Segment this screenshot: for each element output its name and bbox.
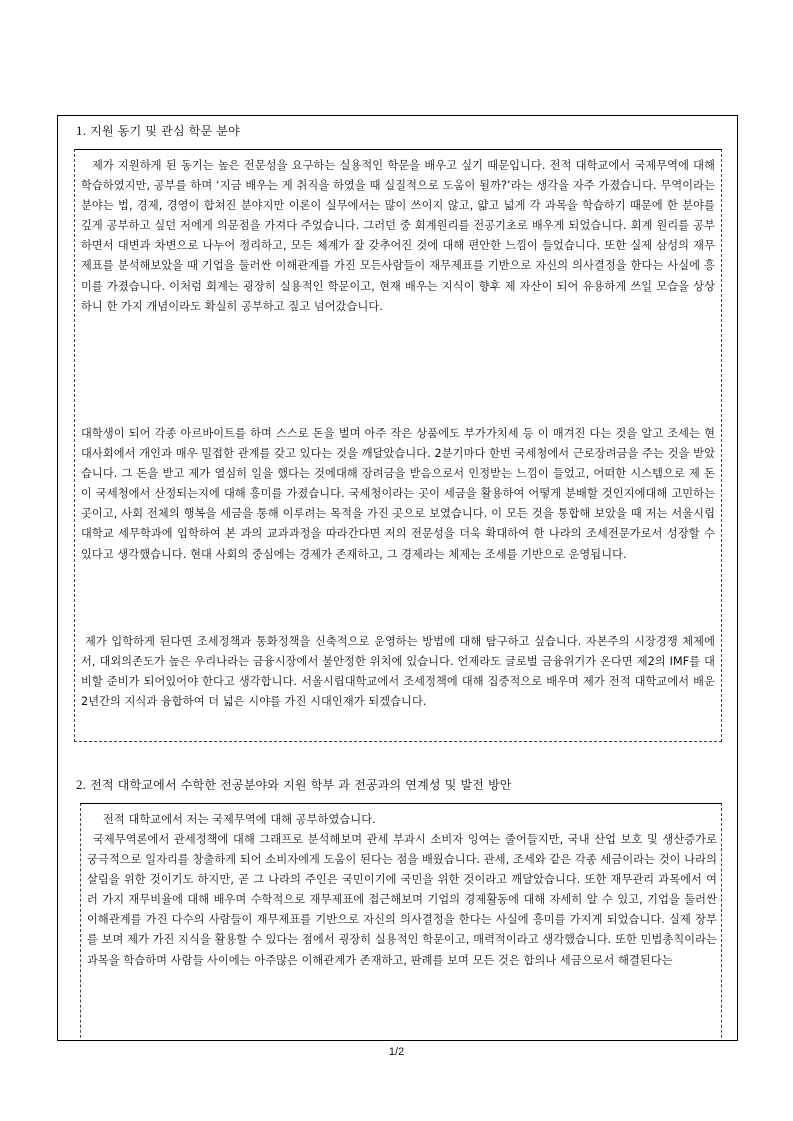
section-1-title bbox=[76, 122, 240, 139]
section-1-paragraph-1: 제가 지원하게 된 동기는 높은 전문성을 요구하는 실용적인 학문을 배우고 싶기 때문입니다. 전적 대학교에서 국제무역에 대해 학습하였지만, 공부를 하며 ‘지금 배우는 게 취직을 하였을 때 실질적으로 도움이 될까?’라는 생각을 자주 가졌습니다. 무역이라는 분야는 법, 경제, 경영이 합쳐진 분야지만 이론이 실무에서는 많이 쓰이지 않고, 얇고 넓게 각 과목을 학습하기 때문에 한 분야를 깊게 공부하고 싶던 저에게 의문점을 가져다 주었습니다. 그러던 중 회계원리를 전공기초로 배우게 되었습니다. 회계 원리를 공부하면서 대변과 차변으로 나누어 정리하고, 모든 체계가 잘 갖추어진 것에 대해 편안한 느낌이 들었습니다. 또한 실제 삼성의 재무제표를 분석해보았을 때 기업을 둘러싼 이해관계를 가진 모든사람들이 재무제표를 기반으로 자신의 의사결정을 한다는 사실에 흥미를 가졌습니다. 이처럼 회계는 굉장히 실용적인 학문이고, 현재 배우는 지식이 향후 제 자산이 되어 유용하게 쓰일 모습을 상상하니 한 가지 개념이라도 확실히 공부하고 짚고 넘어갔습니다. bbox=[81, 159, 715, 313]
section-2-title-text: 전적 대학교에서 수학한 전공분야와 지원 학부 과 전공과의 연계성 및 발전 방안 bbox=[90, 778, 512, 792]
section-2-paragraph-1: 전적 대학교에서 저는 국제무역에 대해 공부하였습니다. bbox=[103, 813, 376, 826]
section-1-paragraph-3: 제가 입학하게 된다면 조세정책과 통화정책을 신축적으로 운영하는 방법에 대해 탐구하고 싶습니다. 자본주의 시장경쟁 체제에서, 대외의존도가 높은 우리나라는 금융시장에서 불안정한 위치에 있습니다. 언제라도 글로벌 금융위기가 온다면 제2의 IMF를 대비할 준비가 되어있어야 한다고 생각합니다. 서울시립대학교에서 조세정책에 대해 집중적으로 배우며 제가 전적 대학교에서 배운 2년간의 지식과 융합하여 더 넓은 시야를 가진 시대인재가 되겠습니다. bbox=[81, 635, 715, 709]
section-2-answer-box bbox=[80, 803, 722, 1041]
page-frame bbox=[57, 115, 738, 1041]
section-1-answer-box bbox=[74, 149, 722, 742]
section-1-title-text: 지원 동기 및 관심 학문 분야 bbox=[90, 124, 240, 138]
page-number: 1/2 bbox=[388, 1046, 405, 1058]
section-2-title bbox=[76, 776, 512, 793]
section-2-paragraph-2: 국제무역론에서 관세정책에 대해 그래프로 분석해보며 관세 부과시 소비자 잉여는 줄어들지만, 국내 산업 보호 및 생산증가로 궁극적으로 일자리를 창출하게 되어 소비자에게 도움이 된다는 점을 배웠습니다. 관세, 조세와 같은 각종 세금이라는 것이 나라의 살림을 위한 것이기도 하지만, 곧 그 나라의 주인은 국민이기에 국민을 위한 것이라고 깨달았습니다. 또한 재무관리 과목에서 여러 가지 재무비율에 대해 배우며 수학적으로 재무제표에 접근해보며 기업의 경제활동에 대해 자세히 알 수 있고, 기업을 둘러싼 이해관계를 가진 다수의 사람들이 재무제표를 기반으로 자신의 의사결정을 한다는 사실에 흥미를 가지게 되었습니다. 실제 장부를 보며 제가 가진 지식을 활용할 수 있다는 점에서 굉장히 실용적인 학문이고, 매력적이라고 생각했습니다. 또한 민법총칙이라는 과목을 학습하며 사람들 사이에는 아주많은 이해관계가 존재하고, 판례를 보며 모든 것은 합의나 세금으로서 해결된다는 bbox=[87, 833, 717, 967]
section-1-paragraph-2: 대학생이 되어 각종 아르바이트를 하며 스스로 돈을 벌며 아주 작은 상품에도 부가가치세 등 이 매겨진 다는 것을 알고 조세는 현대사회에서 개인과 매우 밀접한 관계를 갖고 있다는 것을 깨달았습니다. 2분기마다 한번 국세청에서 근로장려금을 주는 것을 받았습니다. 그 돈을 받고 제가 열심히 일을 했다는 것에대해 장려금을 받음으로서 인정받는 느낌이 들었고, 어떠한 시스템으로 제 돈이 국세청에서 산정되는지에 대해 흥미를 가졌습니다. 국세청이라는 곳이 세금을 활용하여 어떻게 분배할 것인지에대해 고민하는 곳이고, 사회 전체의 행복을 세금을 통해 이루려는 목적을 가진 곳으로 보였습니다. 이 모든 것을 통합해 보았을 때 저는 서울시립대학교 세무학과에 입학하여 본 과의 교과과정을 따라간다면 저의 전문성을 더욱 확대하여 한 나라의 조세전문가로서 성장할 수 있다고 생각했습니다. 현대 사회의 중심에는 경제가 존재하고, 그 경제라는 체제는 조세를 기반으로 운영됩니다. bbox=[81, 427, 715, 561]
section-1-number: 1. bbox=[76, 123, 87, 138]
section-2-number: 2. bbox=[76, 777, 87, 792]
